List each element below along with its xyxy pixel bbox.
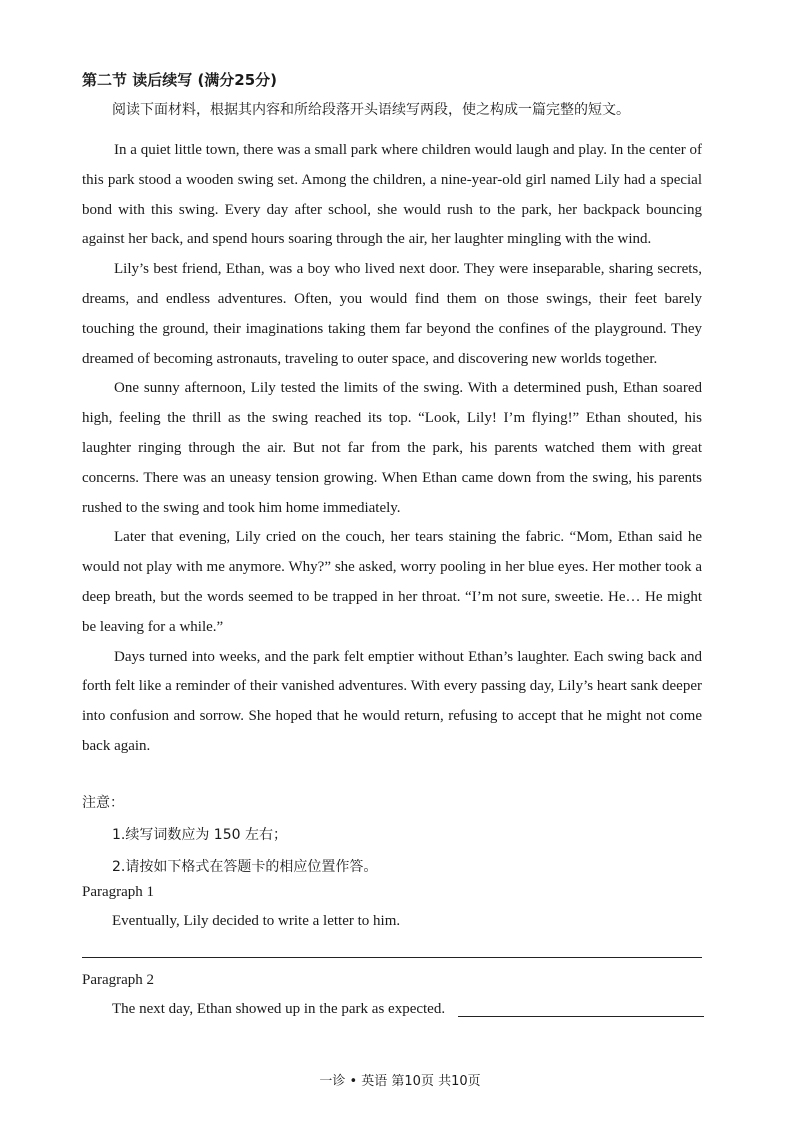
passage-paragraph: Later that evening, Lily cried on the couch, her tears staining the fabric. “Mom, Ethan said he would not play with me anymore. Why?” she asked, worry pooling in her blue eyes. Her mother took a deep breath, but the words seemed to be trapped in her throat. “I’m not sure, sweetie. He… He might be leaving for a while.” (82, 529, 702, 635)
section-heading: 第二节 读后续写 (满分25分) (82, 71, 278, 89)
page-footer: 一诊 • 英语 第10页 共10页 (319, 1074, 481, 1089)
note-item-format: 2.请按如下格式在答题卡的相应位置作答。 (112, 859, 378, 875)
passage-paragraph: Days turned into weeks, and the park felt emptier without Ethan’s laughter. Each swing back and forth felt like a reminder of their vanished adventures. With every passing day, Lily’s heart sank deeper into confusion and sorrow. She hoped that he would return, refusing to accept that he might not come back again. (82, 648, 702, 754)
reading-passage (82, 136, 702, 762)
passage-paragraph: In a quiet little town, there was a small park where children would laugh and play. In the center of this park stood a wooden swing set. Among the children, a nine-year-old girl named Lily had a special bond with this swing. Every day after school, she would rush to the park, her backpack bouncing against her back, and spend hours soaring through the air, her laughter mingling with the wind. (82, 142, 702, 248)
passage-paragraph: Lily’s best friend, Ethan, was a boy who lived next door. They were inseparable, sharing secrets, dreams, and endless adventures. Often, you would find them on those swings, their feet barely touching the ground, their imaginations taking them far beyond the confines of the playground. They dreamed of becoming astronauts, traveling to outer space, and discovering new worlds together. (82, 261, 702, 367)
paragraph2-label: Paragraph 2 (82, 972, 155, 988)
paragraph1-opening: Eventually, Lily decided to write a letter to him. (112, 913, 401, 929)
answer-line (82, 957, 702, 958)
paragraph1-label: Paragraph 1 (82, 884, 155, 900)
answer-line (458, 1016, 704, 1017)
passage-paragraph: One sunny afternoon, Lily tested the limits of the swing. With a determined push, Ethan soared high, feeling the thrill as the swing reached its top. “Look, Lily! I’m flying!” Ethan shouted, his laughter ringing through the air. But not far from the park, his parents watched them with great concerns. There was an uneasy tension growing. When Ethan came down from the swing, his parents rushed to the swing and took him home immediately. (82, 380, 702, 516)
notes-label: 注意： (82, 795, 124, 811)
paragraph2-opening: The next day, Ethan showed up in the park as expected. (112, 1001, 446, 1017)
note-item-word-count: 1.续写词数应为 150 左右； (112, 827, 287, 843)
notes-block (82, 792, 702, 888)
section-instruction: 阅读下面材料，根据其内容和所给段落开头语续写两段，使之构成一篇完整的短文。 (112, 102, 630, 118)
